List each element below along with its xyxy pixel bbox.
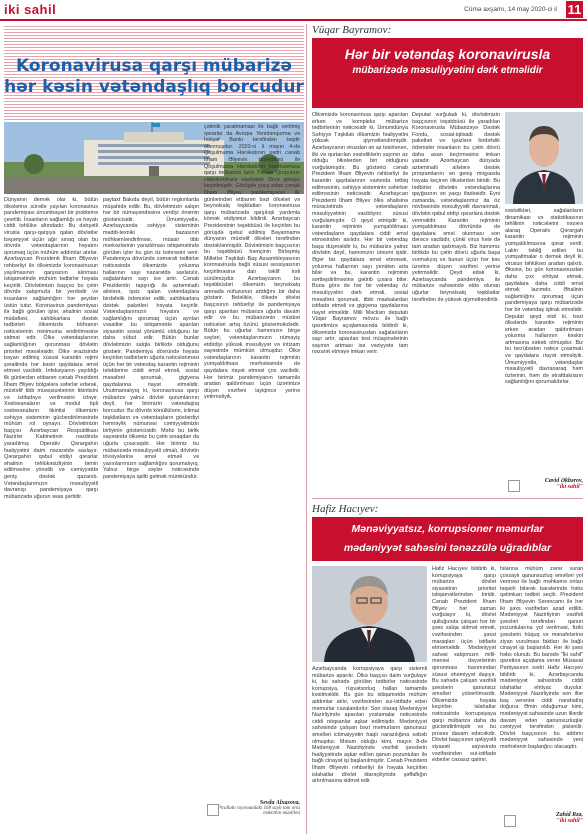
page-number: 11 <box>567 2 582 17</box>
pen-icon <box>207 804 219 816</box>
person-icon <box>312 566 427 662</box>
pen-icon <box>508 480 520 492</box>
article2-author-title: "iki sahil" <box>556 484 583 490</box>
article1-author-name: Sevda Alxasova, <box>259 800 300 806</box>
article1-column3: çətinlik yaratmaması ilə bağlı verilmiş qərarlar da Avropa Yenidənqurma və İnkişaf Bankı tərəfindən təqdir olunmuşdur. 2020-ci il mayın 4-də Qoşulmama Hərəkatının sədri cənab İlham Əliyevin təşəbbüsü ilə Qoşulmama Hərəkatının koronavirusa qarşı mübarizə üzrə Təmas Qrupunun videokonfrans vasitəsilə Zirvə görüşü keçirilmişdir. Görüşdə çıxış edən cənab İlham Əliyev pandemiyanın ilk günlərindən etibarən bəzi ölkələri və beynəlxalq təşkilatları koronavirusa qarşı mübarizədə qarşılıqlı yardımla kömək etdiyimizi bildirdi. Azərbaycan Prezidentinin təşəbbüsü ilə keçirilən bu görüşdə qəbul edilmiş Bəyannamə dünyanın müxtəlif ölkələri tərəfindən dəstəklənmişdir. Dövlətimizin başçısının bu təşəbbüsü həmçinin Birləşmiş Millətlər Təşkilatı Baş Assambleyasının koronavirusla bağlı xüsusi sessiyasının keçirilməsinə dair təklif irəli sürülmüşdür. Azərbaycanın bu təşəbbüsləri ölkəmizin beynəlxalq arenada nüfuzunun artdığını bir daha göstərir. Beləliklə, ölkədə dövlət başçısının rəhbərliyi ilə pandemiyaya qarşı aparılan mübarizə uğurla davam edir və bu mübarizənin müsbət nəticələri artıq özünü göstərməkdədir. Bütün bu uğurlar hamımızın birgə səyləri, vətəndaşlarımızın nümayiş etdirdiyi yüksək məsuliyyət və intizam sayəsində mümkün olmuşdur. Ölkə vətəndaşlarının karantin rejiminin yumşaldılması mərhələsində də qaydalara riayət etməsi çox vacibdir. Hər birimiz pandemiyanın tamamilə aradan qaldırılması üçün üzərimizə düşən vəzifəni layiqincə yerinə yetirməliyik. <box>204 124 300 401</box>
article2-author-name: Cavid Əkbərov, <box>544 478 583 484</box>
article2-column3: xəstəlikləri, sağalanların dinamikası və statistikasının təhlilinin nəticələrini nəzərə alaraq Operativ Qərargah karantin rejiminin yumşaldılmasına qərar verdi. Lakin təbliğ edilən bu yumşaltmalar o demək deyil ki, virusun təhlükəsi aradan qalxıb. Əksinə, bu gün koronavirusdan daha çox ehtiyat etmək, qaydalara daha ciddi əməl etmək lazımdır. Əhalinin sağlamlığını qorumaq üçün pandemiyaya qarşı mübarizədə hər bir vətəndaş iştirak etməlidir. Deputat qeyd etdi ki, bəzi ölkələrdə karantin rejiminin erkən aradan qaldırılması yoluxma hallarının kəskin artmasına səbəb olmuşdur. Biz bu təcrübədən nəticə çıxarmalı və qaydalara riayət etməliyik. Ümumiyyətlə, vətəndaşlar məsuliyyətli davranaraq həm özlərinin, həm də ətrafdakıların sağlamlığını qorumalıdırlar. <box>505 208 583 386</box>
article3-author-name: Zahid Rza, <box>555 812 583 818</box>
article2-title-line2: mübarizədə məsuliyyətini dərk etməlidir <box>352 65 543 76</box>
article1-column1: Dünyanın demək olar ki, bütün ölkələrinə sürətlə yayılan koronavirus pandemiyası ümumbəşəri bir problemə çevrilib. İnsanların sağlamlığı və həyatı ciddi təhlükə altındadır. Bu dəhşətli virusla qarşı-qarşıya qalan dövlətlər bəşəriyyət üçün ağır sınaq olan bu dövrdə vətəndaşlarının həyatını qorumaq üçün mühüm addımlar atırlar. Azərbaycan Prezidenti İlham Əliyevin rəhbərliyi ilə ölkəmizdə koronavirusun yayılmasının qarşısının alınması istiqamətində mühüm tədbirlər həyata keçirilir. Dövlətimizin başçısı bu çətin dövrdə xalqımızla bir yerdədir və insanların sağlamlığını hər şeydən üstün tutur. Koronavirus pandemiyası ilə bağlı görülən işlər, əhalinin sosial müdafiəsi, sahibkarlara dəstək tədbirləri ölkəmizdə böhranın nəticələrinin minimuma endirilməsinə xidmət edir. Ölkə vətəndaşlarının sağlamlığının qorunması dövlətin prioritet məsələsidir. Ölkə ərazisində bəyan edilmiş xüsusi karantin rejimi şəraitində hər kəsin qaydalara əməl etməsi vacibdir. İnfeksiyanın yayıldığı ilk günlərdən etibarən cənab Prezident İlham Əliyev bölgələrə səfərlər edərək, müxtəlif tibb müəssisələrinin tikintisini və istifadəyə verilməsini izləyir. Xəstəxanaların və modul tipli xəstəxanaların tikintisi ölkəmizin səhiyyə sisteminin gücləndirilməsində mühüm rol oynayır. Dövlətimizin başçısı Azərbaycan Respublikası Nazirlər Kabinetinin nəzdində yaradılmış Operativ Qərargahın fəaliyyətini daim nəzarətdə saxlayır. Qərargahın qəbul etdiyi qərarlar əhalinin təhlükəsizliyinin təmin edilməsinə yönəlib və cəmiyyətdə geniş dəstək qazanıb. Vətəndaşlarımızın məsuliyyətli davranışı pandemiyaya qarşı mübarizədə uğurun əsas şərtidir. <box>4 197 98 500</box>
article1-author-title: Pirallahı rayonundakı 168 saylı tam orta məktəbin müəllimi <box>217 806 300 816</box>
article1-title <box>4 56 304 98</box>
article2-author-heading: Vüqar Bayramov: <box>312 24 392 36</box>
column-divider <box>306 24 307 834</box>
article3-author-title: "iki sahil" <box>556 818 583 824</box>
section-divider <box>312 498 583 499</box>
article2-title-line1: Hər bir vətəndaş koronavirusla <box>344 46 551 62</box>
article3-title-line2: mədəniyyət sahəsini tənəzzülə uğradıblar <box>343 542 552 554</box>
article3-column1: Azərbaycanda korrupsiyaya qarşı sistemli mübarizə aparılır. Ölkə başçısı daim vurğulayır ki, bu sahədə görülən tədbirlər nəticəsində korrupsiya, rüşvətxorluq halları tamamilə kəsilməlidir. Bu gün bu istiqamətdə mühüm addımlar atılır, vəzifəsindən sui-istifadə edən məmurlar cəzalandırılır. Son olaraq Mədəniyyət Nazirliyində aparılan yoxlamalar nəticəsində ciddi nöqsanlar aşkar edilmişdir. Mədəniyyət sahəsində çalışan bəzi məmurların qanunsuz əməlləri ictimaiyyətin haqlı narazılığına səbəb olmuşdur. Məlum olduğu kimi, mayın 8-də Mədəniyyət Nazirliyində vəzifəli şəxslərin fəaliyyətində aşkar edilən qanun pozuntuları ilə bağlı cinayət işi başlanılmışdır. Cənab Prezident İlham Əliyevin rəhbərliyi ilə həyata keçirilən islahatlar dövlət idarəçiliyində şəffaflığın artırılmasına xidmət edir. <box>312 666 427 785</box>
article2-column1: Ölkəmizdə koronavirusa qarşı aparılan erkən və kompleks mübarizə tədbirlərinin nəticəsidir ki, Ümumdünya Səhiyyə Təşkilatı ölkəmizin fəaliyyətini yüksək qiymətləndirmişdir. Azərbaycanın virusdan ən az təsirlənən, ilki və qurtarılan xəstəliklərin sayının az olduğu ölkələrdən biri olduğunu vurğulamışdır. Bu göstərici cənab Prezident İlham Əliyevin rəhbərliyi ilə karantin qaydalarının vaxtında tətbiq edilməsinin, səhiyyə sisteminin səfərbər edilməsinin nəticəsidir. Azərbaycan Prezidenti İlham Əliyev ölkə əhalisinə müraciətində vətəndaşların məsuliyyətinin vacibliyini xüsusi vurğulamışdır. O qeyd etmişdir ki, karantin rejiminin yumşaldılması vətəndaşların qaydalara ciddi əməl etməsindən asılıdır. Hər bir vətəndaş başa düşməlidir ki, bu mübarizə yalnız dövlətin deyil, hamımızın ümumi işidir. Əgər biz qaydalara əməl etməsək, yoluxma hallarının sayı yenidən arta bilər və bu, karantin rejiminin sərtləşdirilməsinə gətirib çıxara bilər. Buna görə də hər bir vətəndaş öz məsuliyyətini dərk etməli, sosial məsafəni qorumalı, tibbi maskalardan istifadə etməli və gigiyena qaydalarına riayət etməlidir. Milli Məclisin deputatı Vüqar Bayramov mövzu ilə bağlı qəzetimizə açıqlamasında bildirdi ki, ölkəmizdə koronavirusdan sağalanların sayı artır, aparılan test müayinələrinin sayının artması isə vəziyyətə tam nəzarət etməyə imkan verir. <box>312 112 408 356</box>
article2-title <box>312 45 583 79</box>
article3-title-line1: Mənəviyyatsız, korrupsioner məmurlar <box>351 523 544 535</box>
article3-author-heading: Hafiz Hacıyev: <box>312 503 379 515</box>
article3-column2: Hafiz Hacıyev bildirib ki, korrupsiyaya qarşı mübarizə dövlət siyasətinin prioritet istiqamətlərindən biridir. Cənab Prezident İlham Əliyev hər zaman vurğulayır ki, dövlət qulluğunda çalışan hər bir şəxs xalqa xidmət etməli, vəzifəsindən şəxsi maraqları üçün istifadə etməməlidir. Mədəniyyət sahəsi xalqımızın milli-mənəvi dəyərlərinin qorunması baxımından xüsusi əhəmiyyət daşıyır. Bu sahədə çalışan vəzifəli şəxslərin qanunsuz əməlləri yolverilməzdir. Ölkəmizdə həyata keçirilən islahatlar nəticəsində korrupsiyaya qarşı mübarizə daha da gücləndirilmişdir və bu proses davam edəcəkdir. Dövlət başçısının qətiyyətli siyasəti sayəsində vəzifəsindən sui-istifadə edənlər cəzasız qalmır. <box>432 566 496 764</box>
newspaper-logo: iki sahil <box>4 2 57 17</box>
article2-column2: Deputat vurğuladı ki, dövlətimizin başçısının təşəbbüsü ilə yaradılan Koronavirusla Mübarizəyə Dəstək Fondu, sosial-iqtisadi dəstək paketləri və işsizlərə birdəfəlik ödəmələr insanların bu çətin dövrü daha asan keçirməsinə imkan yaradır. Azərbaycan dünyada aztəminatlı ailələrə dəstək proqramlarını ən geniş miqyasda həyata keçirən ölkələrdən biridir. Bu tədbirlər dövlətin vətəndaşlarına qayğısının ən yaxşı ifadəsidir. Eyni zamanda, vətəndaşlarımız da öz növbəsində məsuliyyətli davranmalı, dövlətin qəbul etdiyi qərarlara dəstək verməlidir. Karantin rejiminin yumşaldılması dövründə də qaydalara əməl olunması son dərəcə vacibdir, çünki virus hələ də tam aradan qalxmayıb. Biz hamımız birlikdə bu çətin dövrü uğurla başa vurmalıyıq və bunun üçün hər kəs üzərinə düşən vəzifəni yerinə yetirməlidir. Qeyd edək ki, Azərbaycanda pandemiya ilə mübarizə sahəsində əldə olunan uğurlar beynəlxalq təşkilatlar tərəfindən də yüksək qiymətləndirilir. <box>412 112 500 303</box>
header-rule <box>0 19 587 21</box>
person-icon <box>505 112 583 204</box>
article1-title-line2: hər kəsin vətəndaşlıq borcudur <box>4 77 304 97</box>
article3-column3: fəlarına mühüm zərər vuran çoxsaylı qanunsuzluq əməlləri yol verməsi ilə bağlı məhkəmə onları təqsirli bilərək barələrində həbs qətimkan tədbiri seçib. Prezident İlham Əliyevin Sərəncamı ilə hər iki şəxs vəzifədən azad edilib. Mədəniyyət Nazirliyinin vəzifəli şəxsləri tərəfindən qanun pozuntularına yol verilməsi, fiziki şəxslərin hüquq və mənafelərinə ziyan vurulması faktları ilə bağlı cinayət işi başlanılıb. Hər iki şəxs həbs olunub. Bu barədə "İki sahil" qəzetinə açıqlama verən Müsavat Partiyasının sədri Hafiz Hacıyev bildirib ki, Azərbaycanda mədəniyyət sahəsində ciddi islahatlar ehtiyac duyulur. Mədəniyyət Nazirliyində son illər baş verənlər ciddi narahatlıq doğurur. Əmin olduğumuz kimi, mədəniyyət sahəsində uzun illərdir davam edən qanunsuzluqlar cəmiyyət tərəfindən pislənilir. Dövlət başçısının bu addımı mədəniyyət sahəsində yeni mərhələnin başlanğıcı olacaqdır. <box>500 566 583 751</box>
article1-column2: paytaxt Bakıda deyil, bütün regionlarda müşahidə edilir. Bu, dövlətimizin xalqın hər bir nümayəndəsinə verdiyi önəmin göstəricisidir. Ümumiyyətlə, Azərbaycanda səhiyyə sisteminin maddi-texniki bazasının möhkəmləndirilməsi, müasir tibb mərkəzlərinin yaradılması istiqamətində görülən işlər bu gün öz bəhrəsini verir. Pandemiya dövründə səmərəli tədbirlər nəticəsində ölkəmizdə yoluxma hallarının sayı nəzarətdə saxlanılır, sağalanların sayı isə artır. Cənab Prezidentin tapşırığı ilə aztəminatlı ailələrə, işsiz qalan vətəndaşlara birdəfəlik ödəmələr edilir, sahibkarlara dəstək paketləri həyata keçirilir. Vətəndaşlarımızın həyatını və sağlamlığını qorumaq üçün ayrılan vəsaitlər bu istiqamətdə aparılan siyasətin sosial yönümlü olduğunu bir daha sübut edir. Bütün bunlar dövlətimizin xalqla birlikdə olduğunu göstərir. Pandemiya dövründə həyata keçirilən tədbirlərin uğurla nəticələnməsi üçün hər bir vətəndaş karantin rejiminin tələblərinə ciddi əməl etməli, sosial məsafəni qorumalı, gigiyena qaydalarına riayət etməlidir. Unutmamalıyıq ki, koronavirusa qarşı mübarizə yalnız dövlət qurumlarının deyil, hər birimizin vətəndaşlıq borcudur. Bu dövrdə könüllülərin, ictimai təşkilatların və vətəndaşların göstərdiyi həmrəylik nümunəsi cəmiyyətimizin birliyinin göstəricisidir. Məhz bu birlik sayəsində ölkəmiz bu çətin sınaqdan da uğurla çıxacaqdır. Hər birimiz bu mübarizədə məsuliyyətli olmalı, dövlətin tövsiyələrinə əməl etməli və yaxınlarımızın sağlamlığını qorumalıyıq. Yalnız birgə səylər nəticəsində pandemiyaya qalib gəlmək mümkündür. <box>103 197 199 480</box>
article1-title-line1: Koronavirusa qarşı mübarizə <box>15 56 293 76</box>
article2-portrait <box>505 112 583 204</box>
issue-date: Cümə axşamı, 14 may 2020-ci il <box>464 6 557 13</box>
pen-icon <box>504 815 516 827</box>
article3-portrait <box>312 566 427 662</box>
article3-title <box>312 520 583 558</box>
